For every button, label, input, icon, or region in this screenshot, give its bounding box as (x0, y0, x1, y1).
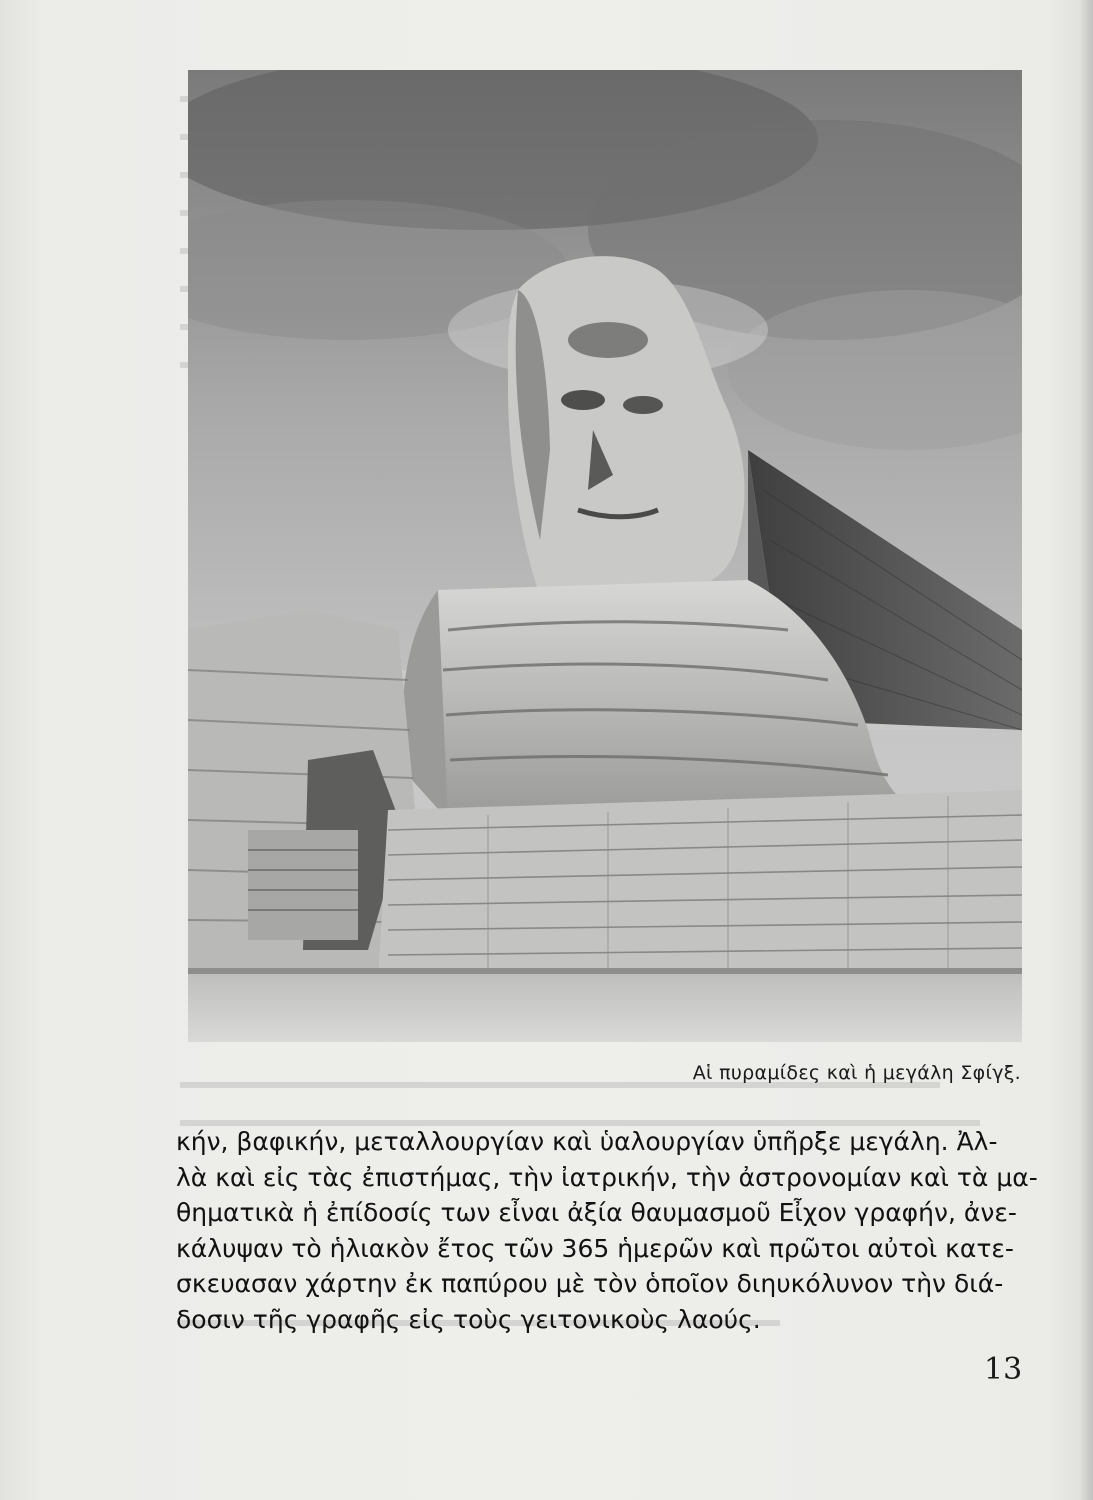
text-line: κήν, βαφικήν, μεταλλουργίαν καὶ ὑαλουργίαν ὑπῆρξε μεγάλη. Ἀλ- (176, 1127, 998, 1156)
body-paragraph (176, 1124, 1036, 1338)
text-line: θηματικὰ ἡ ἐπίδοσίς των εἶναι ἀξία θαυμασμοῦ Εἶχον γραφήν, ἀνε- (176, 1198, 1017, 1228)
page-number: 13 (984, 1352, 1023, 1387)
text-line: σκευασαν χάρτην ἐκ παπύρου μὲ τὸν ὁποῖον διηυκόλυνον τὴν διά- (176, 1269, 1004, 1299)
text-line: κάλυψαν τὸ ἡλιακὸν ἔτος τῶν 365 ἡμερῶν καὶ πρῶτοι αὐτοὶ κατε- (176, 1233, 1014, 1263)
text-line: δοσιν τῆς γραφῆς εἰς τοὺς γειτονικοὺς λαούς. (176, 1304, 761, 1334)
photo-illustration (188, 70, 1022, 1042)
page-edge-shadow (1079, 0, 1093, 1500)
sphinx-and-pyramid-photo (188, 70, 1022, 1042)
figure-caption: Αἱ πυραμίδες καὶ ἡ μεγάλη Σφίγξ. (692, 1062, 1021, 1084)
text-line: λὰ καὶ εἰς τὰς ἐπιστήμας, τὴν ἰατρικήν, τὴν ἀστρονομίαν καὶ τὰ μα- (176, 1162, 1038, 1192)
